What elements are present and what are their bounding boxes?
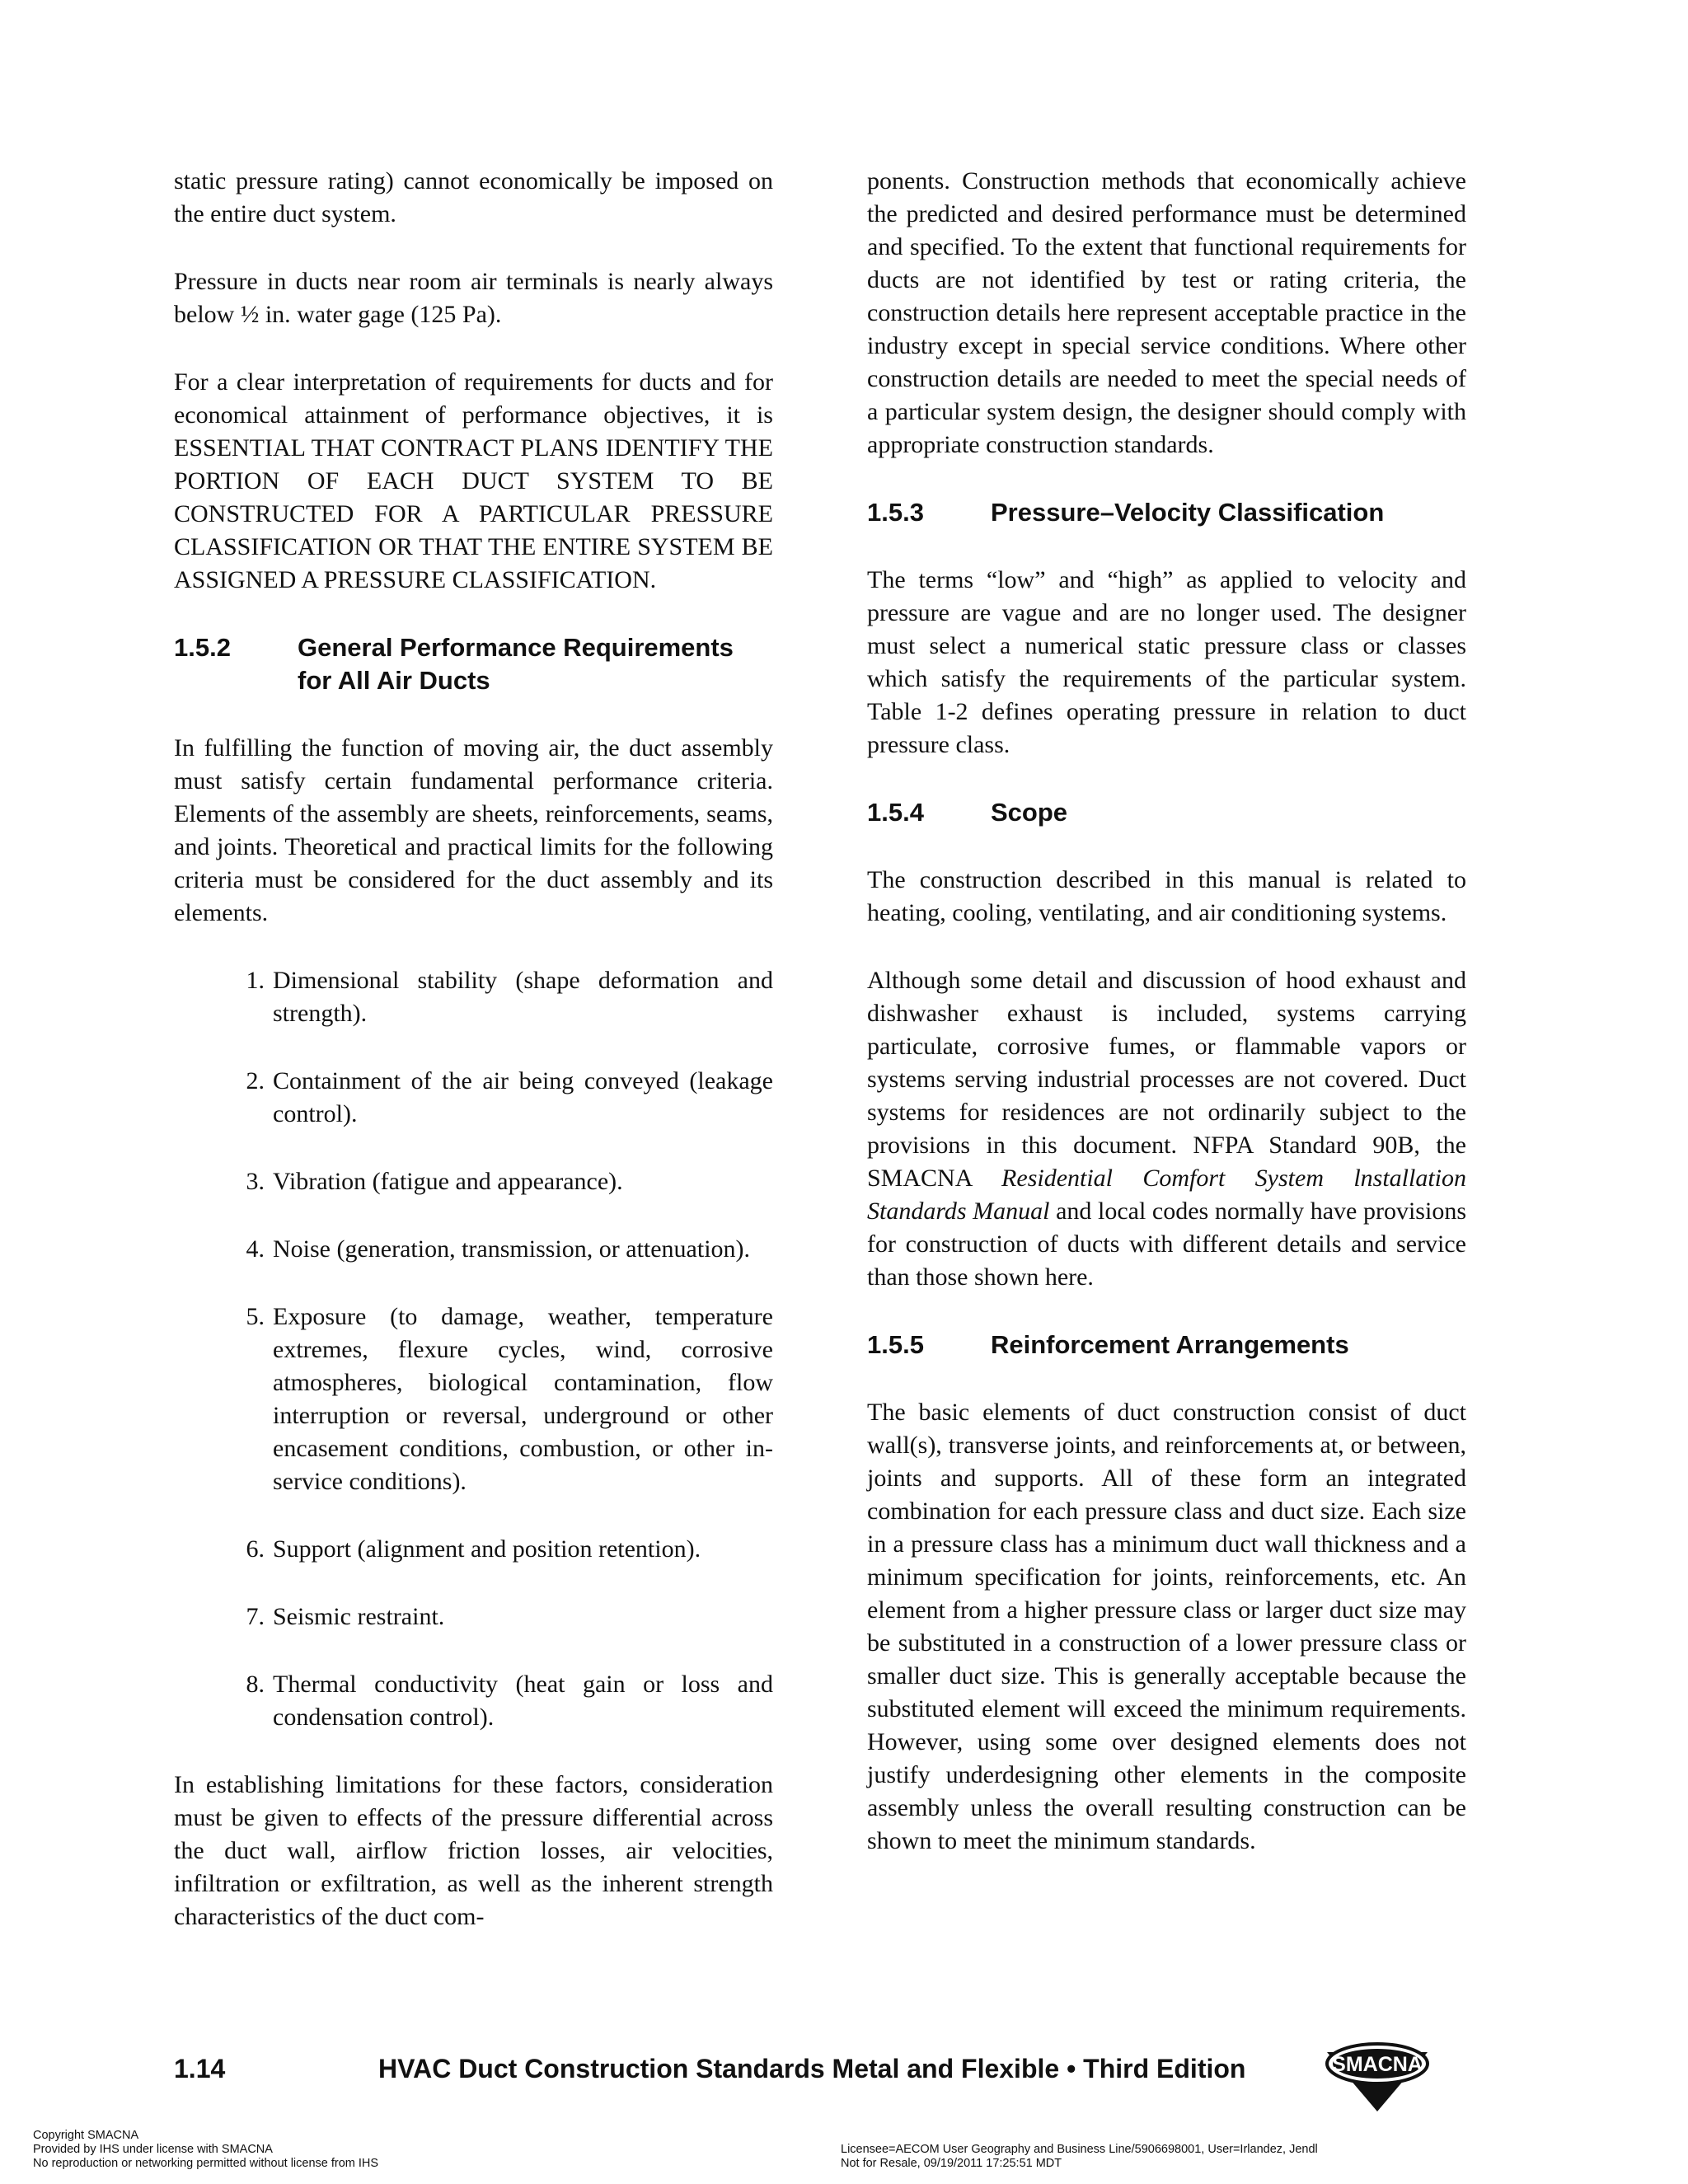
license-line: Licensee=AECOM User Geography and Business Line/5906698001, User=Irlandez, Jendl <box>841 2143 1318 2156</box>
list-number: 2. <box>246 1067 265 1094</box>
paragraph: static pressure rating) cannot economically be imposed on the entire duct system. <box>174 167 773 227</box>
list-number: 3. <box>246 1168 265 1195</box>
text-run: and local codes normally have provisions for construction of ducts with different details and service than those shown here. <box>867 1197 1466 1291</box>
list-text: Exposure (to damage, weather, temperature extremes, flexure cycles, wind, corrosive atmospheres, biological contamination, flow interruption or reversal, underground or other encasement conditions, combustion, or other in-service conditions). <box>273 1303 773 1495</box>
list-number: 8. <box>246 1671 265 1698</box>
smacna-logo-icon <box>1325 2034 1429 2113</box>
copyright-line: Copyright SMACNA <box>33 2129 139 2142</box>
paragraph: ponents. Construction methods that economically achieve the predicted and desired performance must be determined and specified. To the extent that functional requirements for ducts are not identified by test or rating criteria, the construction details here represent acceptable practice in the industry except in special service conditions. Where other construction details are needed to meet the special needs of a particular system design, the designer should comply with appropriate construction standards. <box>867 167 1466 458</box>
list-text: Dimensional stability (shape deformation and strength). <box>273 967 773 1027</box>
page-footer <box>174 2054 1688 2090</box>
license-line: Not for Resale, 09/19/2011 17:25:51 MDT <box>841 2157 1062 2170</box>
section-title: Scope <box>991 798 1068 827</box>
list-text: Containment of the air being conveyed (leakage control). <box>273 1067 773 1127</box>
section-heading-1-5-3 <box>867 496 1466 529</box>
list-text: Thermal conductivity (heat gain or loss and condensation control). <box>273 1671 773 1731</box>
list-text: Seismic restraint. <box>273 1603 445 1630</box>
list-item <box>174 1533 773 1566</box>
copyright-line: No reproduction or networking permitted without license from IHS <box>33 2157 379 2170</box>
paragraph: The construction described in this manual is related to heating, cooling, ventilating, and air conditioning systems. <box>867 866 1466 926</box>
paragraph: The basic elements of duct construction consist of duct wall(s), transverse joints, and reinforcements at, or between, joints and supports. All of these form an integrated combination for each pressure class and duct size. Each size in a pressure class has a minimum duct wall thickness and a minimum specification for joints, reinforcements, etc. An element from a higher pressure class or larger duct size may be substituted in a construction of a lower pressure class or smaller duct size. This is generally acceptable because the substituted element will exceed the minimum requirements. However, using some over designed elements does not justify underdesigning other elements in the composite assembly unless the overall resulting construction can be shown to meet the minimum standards. <box>867 1399 1466 1854</box>
page-number: 1.14 <box>174 2054 226 2083</box>
criteria-list <box>174 964 773 1734</box>
section-number: 1.5.2 <box>174 633 231 662</box>
section-title: Pressure–Velocity Classification <box>991 498 1385 527</box>
paragraph: Pressure in ducts near room air terminals is nearly always below ½ in. water gage (125 Pa). <box>174 268 773 328</box>
list-item <box>174 1233 773 1266</box>
section-heading-1-5-2 <box>174 631 773 697</box>
paragraph: In fulfilling the function of moving air, the duct assembly must satisfy certain fundamental performance criteria. Elements of the assembly are sheets, reinforcements, seams, and joints. Theoretical and practical limits for the following criteria must be considered for the duct assembly and its elements. <box>174 734 773 926</box>
list-item <box>174 964 773 1030</box>
left-column <box>174 165 773 1968</box>
list-text: Support (alignment and position retention). <box>273 1535 701 1563</box>
list-number: 7. <box>246 1603 265 1630</box>
paragraph: In establishing limitations for these factors, consideration must be given to effects of the pressure differential across the duct wall, airflow friction losses, air velocities, infiltration or exfiltration, as well as the inherent strength characteristics of the duct com- <box>174 1771 773 1930</box>
section-title: General Performance Requirements for All Air Ducts <box>298 633 734 695</box>
logo-text: SMACNA <box>1332 2053 1423 2076</box>
list-item <box>174 1165 773 1198</box>
text-run: Although some detail and discussion of hood exhaust and dishwasher exhaust is included, systems carrying particulate, corrosive fumes, or flammable vapors or systems serving industrial processes are not covered. Duct systems for residences are not ordinarily subject to the provisions in this document. NFPA Standard 90B, the SMACNA <box>867 967 1466 1192</box>
list-item <box>174 1601 773 1633</box>
book-title: HVAC Duct Construction Standards Metal and Flexible • Third Edition <box>378 2054 1246 2083</box>
list-text: Noise (generation, transmission, or attenuation). <box>273 1235 751 1263</box>
manual-title: Residential Comfort System lnstallation Standards Manual <box>867 1165 1466 1225</box>
section-title: Reinforcement Arrangements <box>991 1330 1349 1359</box>
section-number: 1.5.4 <box>867 798 924 827</box>
paragraph: The terms “low” and “high” as applied to velocity and pressure are vague and are no longer used. The designer must select a numerical static pressure class or classes which satisfy the requirements of the particular system. Table 1-2 defines operating pressure in relation to duct pressure class. <box>867 566 1466 758</box>
list-item <box>174 1301 773 1498</box>
license-notice <box>841 2143 1318 2171</box>
copyright-line: Provided by IHS under license with SMACNA <box>33 2143 273 2156</box>
right-column <box>867 165 1466 1892</box>
list-item <box>174 1065 773 1131</box>
section-number: 1.5.5 <box>867 1330 924 1359</box>
list-item <box>174 1668 773 1734</box>
list-number: 1. <box>246 967 265 994</box>
list-number: 6. <box>246 1535 265 1563</box>
list-number: 5. <box>246 1303 265 1330</box>
section-heading-1-5-4 <box>867 796 1466 829</box>
copyright-notice <box>33 2129 378 2171</box>
list-text: Vibration (fatigue and appearance). <box>273 1168 623 1195</box>
list-number: 4. <box>246 1235 265 1263</box>
paragraph <box>867 964 1466 1294</box>
paragraph: For a clear interpretation of requirements for ducts and for economical attainment of performance objectives, it is ESSENTIAL THAT CONTRACT PLANS IDENTIFY THE PORTION OF EACH DUCT SYSTEM TO BE CONSTRUCTED FOR A PARTICULAR PRESSURE CLASSIFICATION OR THAT THE ENTIRE SYSTEM BE ASSIGNED A PRESSURE CLASSIFICATION. <box>174 368 773 593</box>
section-number: 1.5.3 <box>867 498 924 527</box>
section-heading-1-5-5 <box>867 1329 1466 1361</box>
